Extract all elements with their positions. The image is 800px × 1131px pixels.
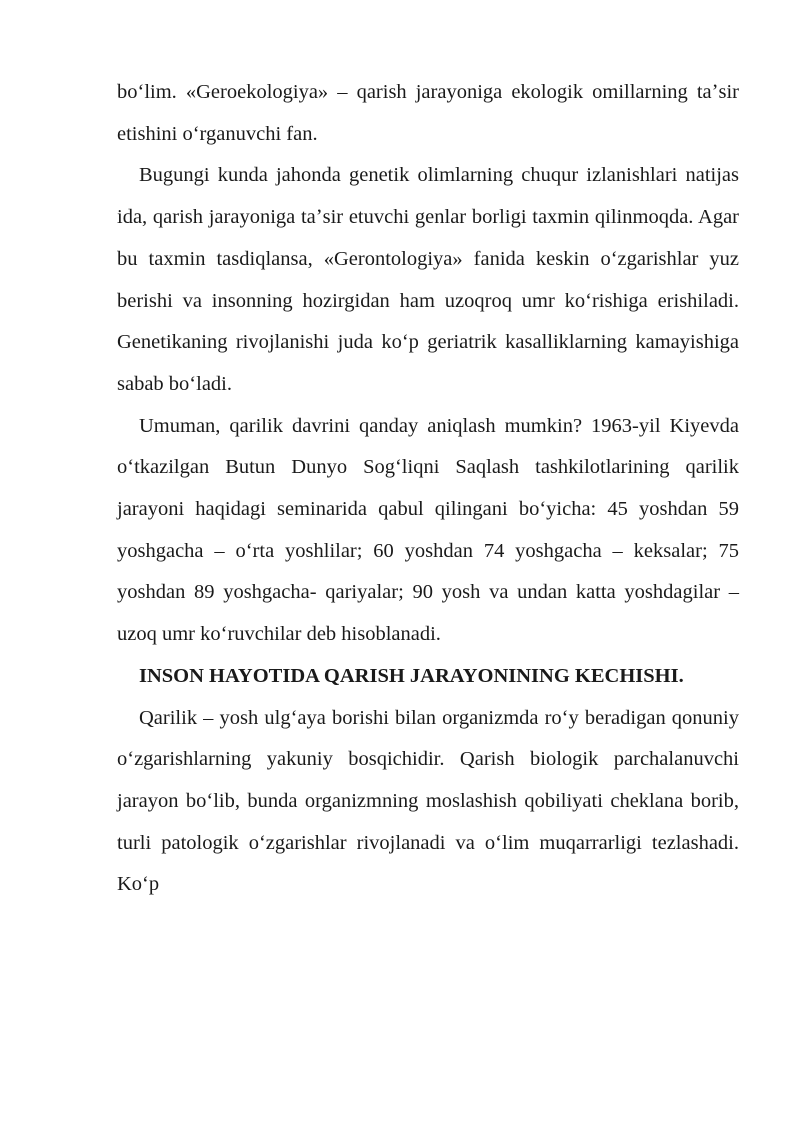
paragraph-continuation: boʻlim. «Geroekologiya» – qarish jarayoniga ekologik omillarning taʼsir etishini oʻrganuvchi fan. [117,81,739,145]
paragraph-genetics: Bugungi kunda jahonda genetik olimlarning chuqur izlanishlari natijas ida, qarish jarayoniga taʼsir etuvchi genlar borligi taxmin qilinmoqda. Agar bu taxmin tasdiqlansa, «Gerontologiya» fanida keskin oʻzgarishlar yuz berishi va insonning hozirgidan ham uzoqroq umr koʻrishiga erishiladi. Genetikaning rivojlanishi juda koʻp geriatrik kasalliklarning kamayishiga sabab boʻladi. [117,164,739,395]
paragraph-old-age: Qarilik – yosh ulgʻaya borishi bilan organizmda roʻy beradigan qonuniy oʻzgarishlarning yakuniy bosqichidir. Qarish biologik parchalanuvchi jarayon boʻlib, bunda organizmning moslashish qobiliyati cheklana borib, turli patologik oʻzgarishlar rivojlanadi va oʻlim muqarrarligi tezlashadi. Koʻp [117,706,739,896]
paragraph-age-classification: Umuman, qarilik davrini qanday aniqlash mumkin? 1963-yil Kiyevda oʻtkazilgan Butun Dunyo Sogʻliqni Saqlash tashkilotlarining qarilik jarayoni haqidagi seminarida qabul qilingani boʻyicha: 45 yoshdan 59 yoshgacha – oʻrta yoshlilar; 60 yoshdan 74 yoshgacha – keksalar; 75 yoshdan 89 yoshgacha- qariyalar; 90 yosh va undan katta yoshdagilar – uzoq umr koʻruvchilar deb hisoblanadi. [117,414,739,646]
section-heading: INSON HAYOTIDA QARISH JARAYONINING KECHISHI. [139,664,684,687]
page-body [117,72,739,906]
